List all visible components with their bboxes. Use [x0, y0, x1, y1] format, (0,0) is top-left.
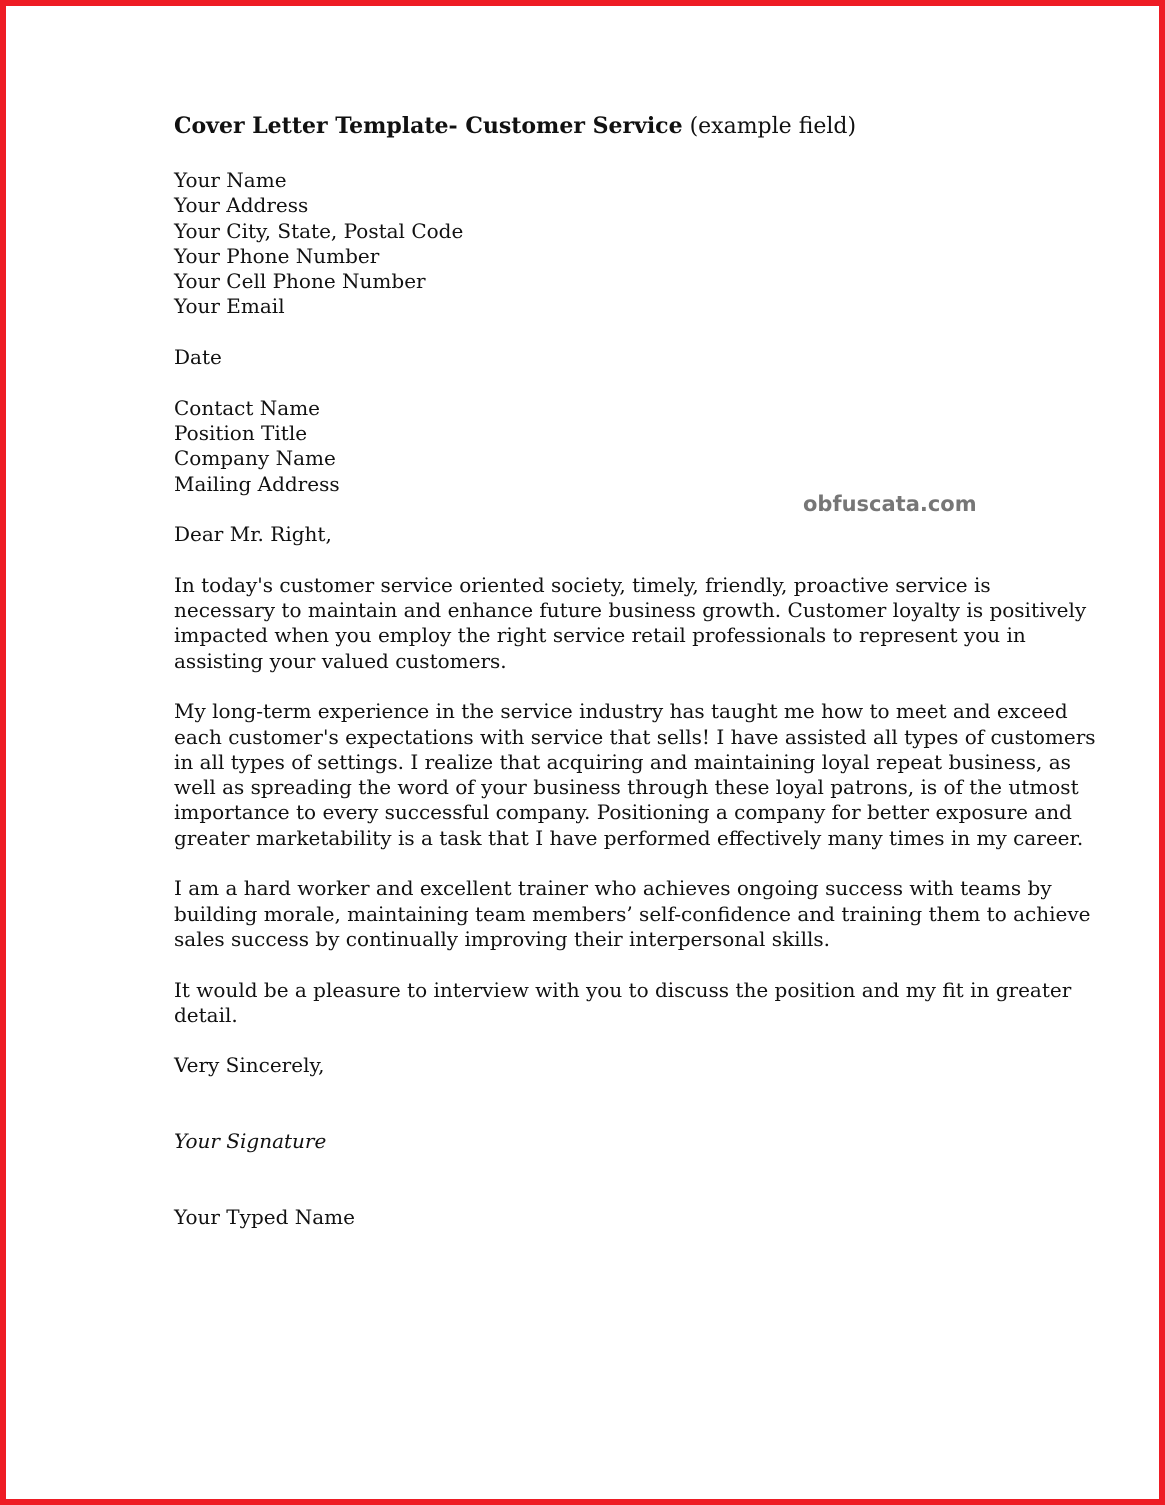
paragraph-line: well as spreading the word of your business through these loyal patrons, is of the utmost — [174, 775, 1079, 800]
sender-email: Your Email — [174, 294, 285, 319]
letter-date: Date — [174, 345, 222, 370]
paragraph-1 — [174, 572, 1087, 674]
paragraph-4 — [174, 977, 1072, 1029]
paragraph-line: importance to every successful company. Positioning a company for better exposure and — [174, 800, 1072, 825]
paragraph-line: It would be a pleasure to interview with you to discuss the position and my fit in greater — [174, 977, 1072, 1002]
paragraph-line: each customer's expectations with service that sells! I have assisted all types of customers — [174, 724, 1096, 749]
paragraph-line: impacted when you employ the right service retail professionals to represent you in — [174, 623, 1026, 648]
recipient-company: Company Name — [174, 446, 336, 471]
sender-name: Your Name — [174, 168, 287, 192]
paragraph-2 — [174, 699, 1096, 851]
sender-block — [174, 168, 1024, 320]
paragraph-line: in all types of settings. I realize that acquiring and maintaining loyal repeat business, as — [174, 749, 1071, 774]
paragraph-3 — [174, 876, 1091, 952]
sender-city: Your City, State, Postal Code — [174, 218, 464, 243]
paragraph-line: assisting your valued customers. — [174, 648, 507, 673]
paragraph-line: necessary to maintain and enhance future business growth. Customer loyalty is positively — [174, 598, 1087, 623]
recipient-mailing: Mailing Address — [174, 471, 340, 496]
recipient-block — [174, 396, 1024, 497]
recipient-contact: Contact Name — [174, 395, 321, 420]
paragraph-line: My long-term experience in the service industry has taught me how to meet and exceed — [174, 699, 1068, 724]
paragraph-line: detail. — [174, 1002, 238, 1027]
watermark-text: obfuscata.com — [803, 492, 977, 516]
recipient-position: Position Title — [174, 420, 308, 445]
paragraph-line: In today's customer service oriented society, timely, friendly, proactive service is — [174, 572, 991, 597]
title-bold: Cover Letter Template- Customer Service — [174, 113, 683, 139]
sender-cell: Your Cell Phone Number — [174, 269, 426, 294]
sender-address: Your Address — [174, 193, 309, 218]
paragraph-line: I am a hard worker and excellent trainer who achieves ongoing success with teams by — [174, 876, 1052, 901]
cover-letter — [174, 113, 1096, 1230]
paragraph-line: sales success by continually improving their interpersonal skills. — [174, 926, 830, 951]
sender-phone: Your Phone Number — [174, 243, 380, 268]
signature: Your Signature — [174, 1129, 327, 1154]
paragraph-line: building morale, maintaining team members’ self-confidence and training them to achieve — [174, 901, 1091, 926]
typed-name: Your Typed Name — [174, 1205, 355, 1230]
title-suffix: (example field) — [682, 114, 857, 139]
letter-title — [174, 113, 1024, 140]
closing: Very Sincerely, — [174, 1053, 325, 1078]
salutation: Dear Mr. Right, — [174, 522, 332, 547]
paragraph-line: greater marketability is a task that I have performed effectively many times in my career. — [174, 825, 1084, 850]
